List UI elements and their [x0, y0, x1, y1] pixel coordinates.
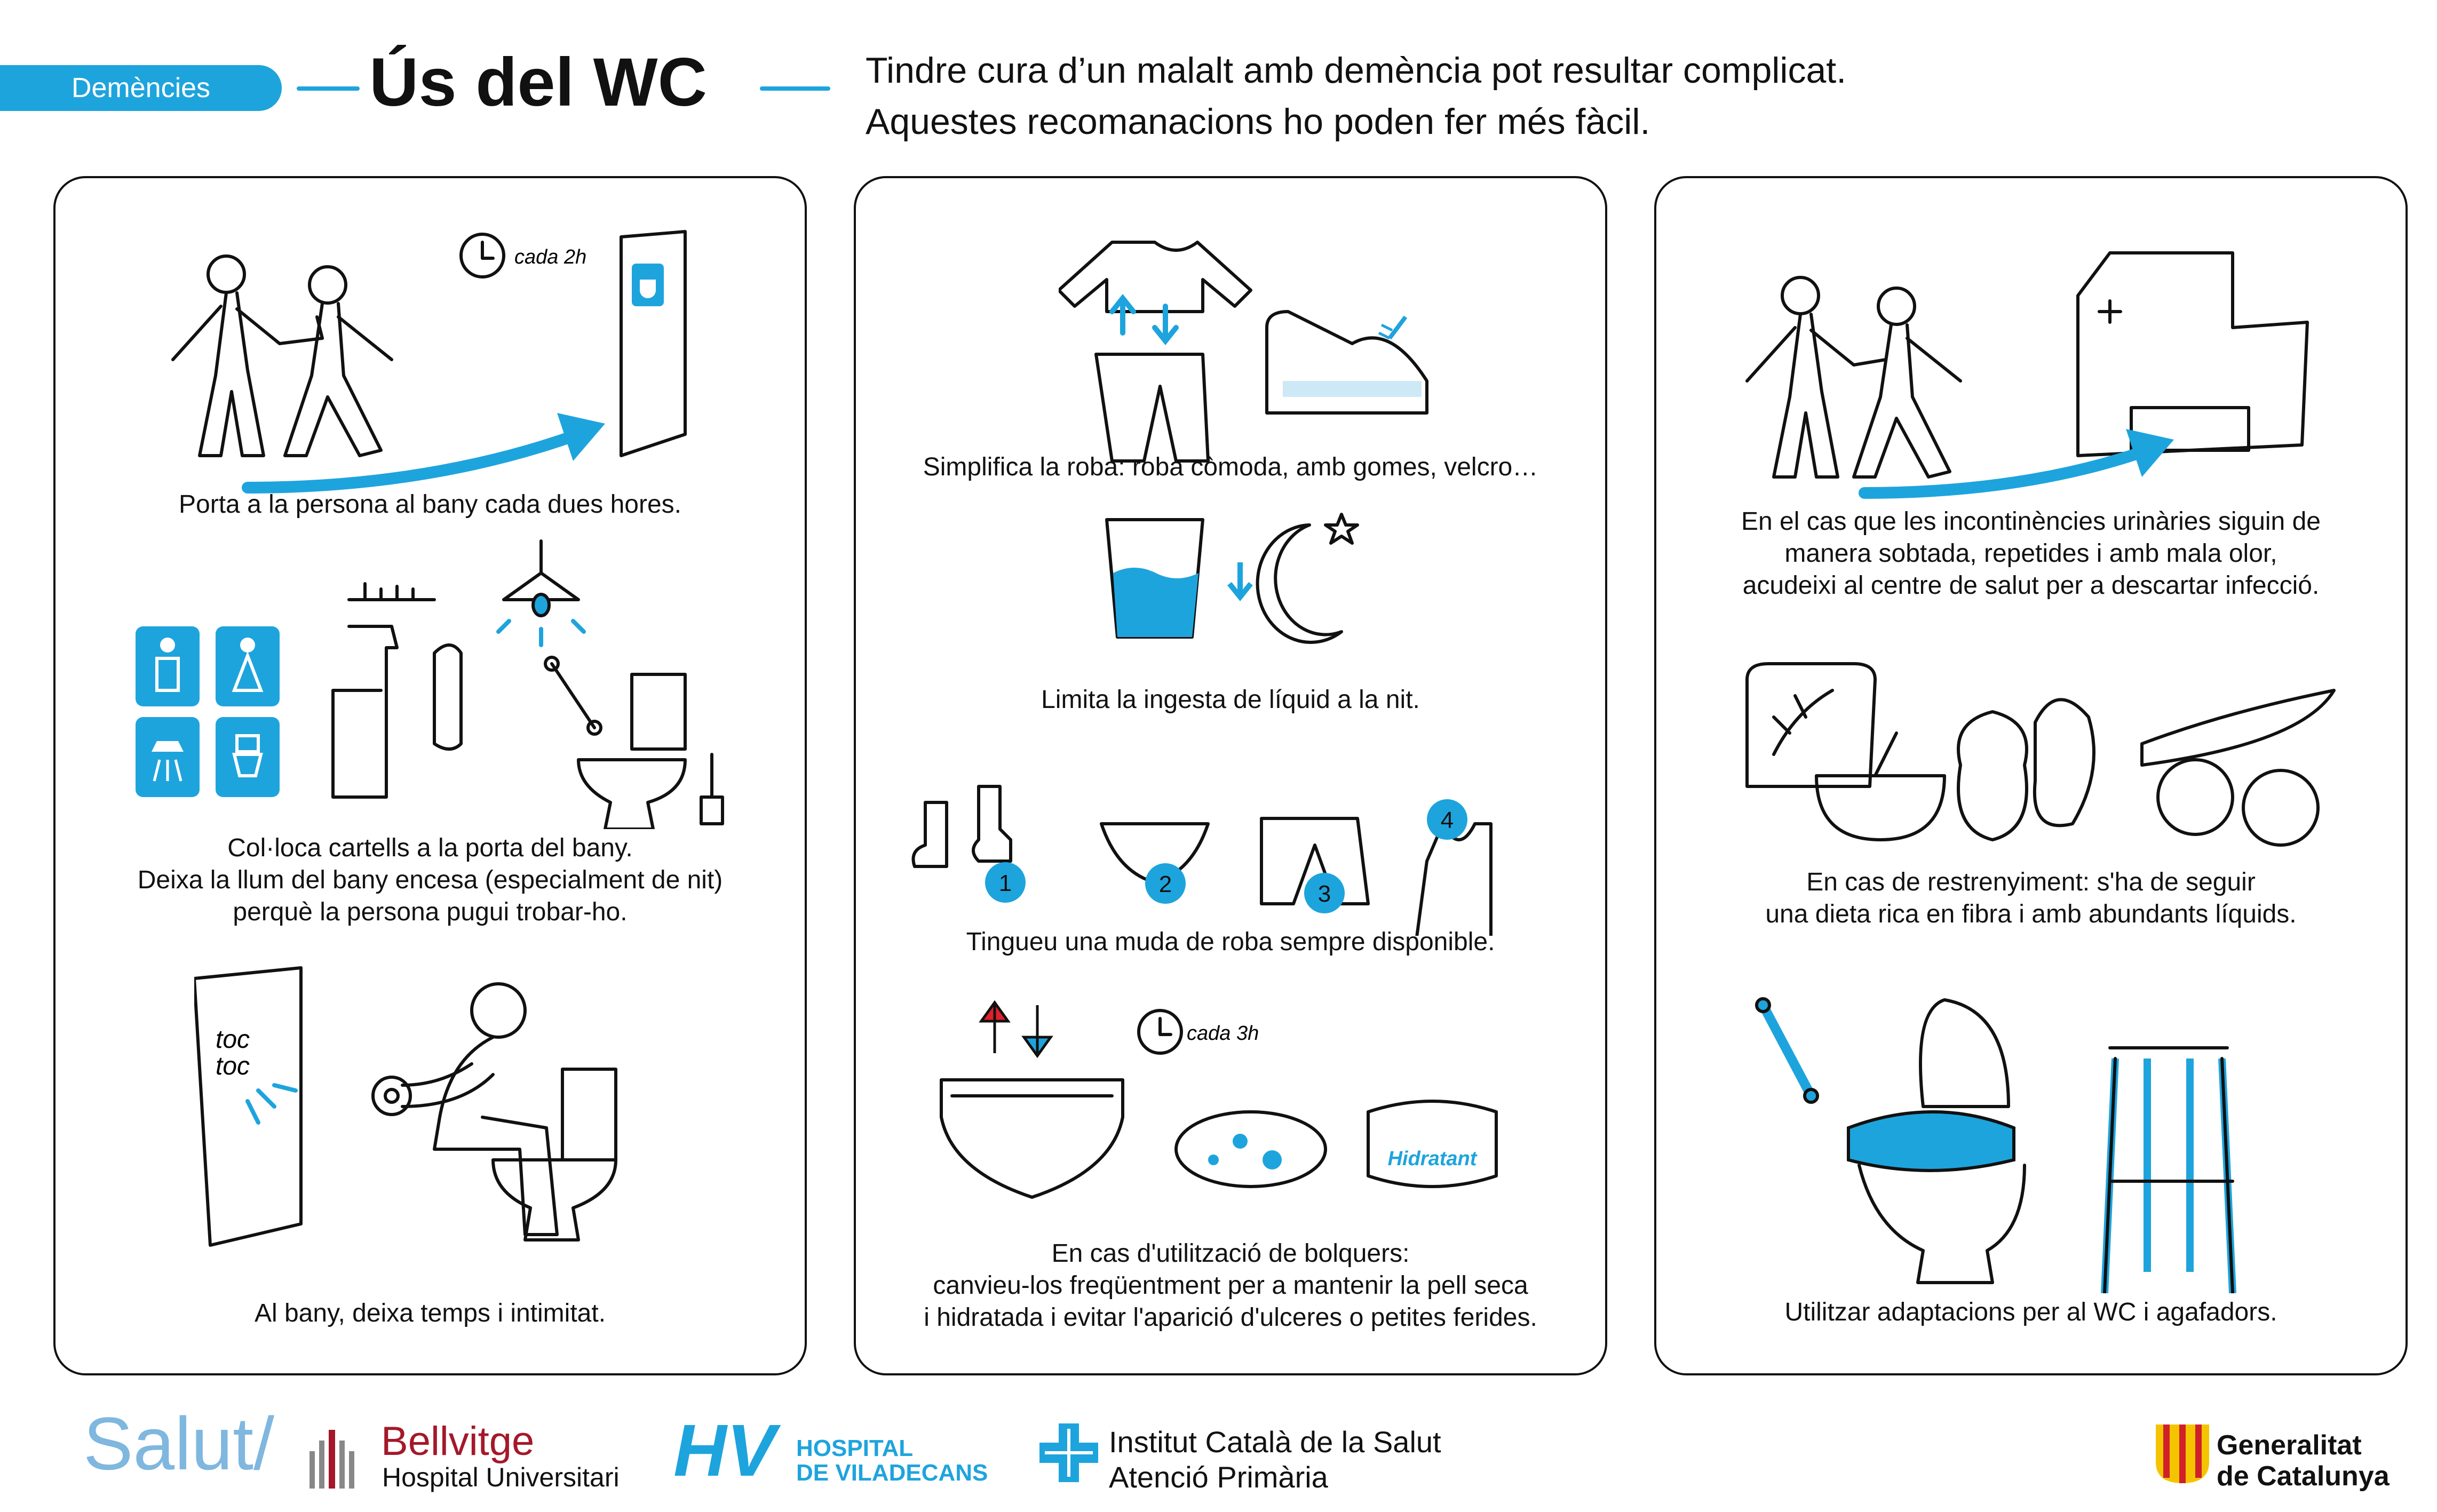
- title-dash-left: [297, 86, 360, 91]
- privacy-illustration: [194, 957, 701, 1256]
- step-badge-1: 1: [998, 870, 1012, 896]
- step-badge-3: 3: [1317, 881, 1331, 907]
- bathroom-signs-illustration: [136, 530, 749, 829]
- clock-label: cada 2h: [514, 246, 587, 268]
- generalitat-line-2: de Catalunya: [2217, 1461, 2390, 1492]
- caption-adaptations: Utilitzar adaptacions per al WC i agafadors.: [1784, 1298, 2277, 1326]
- ics-cross-icon: [1039, 1423, 1098, 1482]
- caption-incontinence-line-2: manera sobtada, repetides i amb mala olor,: [1784, 539, 2277, 568]
- caption-incontinence-line-3: acudeixi al centre de salut per a descartar infecció.: [1742, 571, 2320, 600]
- page-title: Ús del WC: [369, 44, 707, 121]
- caption-diapers-line-2: canvieu-los freqüentment per a mantenir la pell seca: [933, 1271, 1528, 1300]
- panel-health-advice: [1654, 176, 2408, 1375]
- jar-label: Hidratant: [1387, 1148, 1477, 1170]
- ics-line-2: Atenció Primària: [1109, 1460, 1328, 1494]
- caption-signs-and-light: [55, 832, 805, 928]
- caption-bathroom-every-two-hours: Porta a la persona al bany cada dues hores.: [179, 490, 681, 519]
- caption-diapers: [856, 1238, 1605, 1334]
- ics-line-1: Institut Català de la Salut: [1109, 1425, 1441, 1459]
- caption-change-of-clothes: Tingueu una muda de roba sempre disponible.: [966, 928, 1495, 956]
- viladecans-name: [796, 1436, 988, 1485]
- caption-privacy: Al bany, deixa temps i intimitat.: [254, 1299, 606, 1327]
- walking-to-bathroom-illustration: [152, 200, 739, 498]
- caption-incontinence: [1656, 506, 2406, 602]
- intro-line-2: Aquestes recomanacions ho poden fer més fàcil.: [866, 101, 1650, 142]
- viladecans-line-2: DE VILADECANS: [796, 1460, 988, 1486]
- change-of-clothes-illustration: [909, 765, 1550, 936]
- bellvitge-subtitle: Hospital Universitari: [382, 1462, 620, 1492]
- caption-constipation-line-1: En cas de restrenyiment: s'ha de seguir: [1806, 868, 2256, 896]
- step-badge-2: 2: [1158, 871, 1172, 897]
- ics-name: [1109, 1425, 1441, 1495]
- panel-toilet-routine: [53, 176, 807, 1375]
- caption-signs-line-2: Deixa la llum del bany encesa (especialment de nit): [137, 866, 723, 894]
- door-knock-text-1: toc: [216, 1025, 250, 1054]
- simple-clothes-illustration: [1059, 232, 1432, 466]
- door-knock-text-2: toc: [216, 1052, 250, 1080]
- bellvitge-bars-icon: [309, 1430, 368, 1489]
- caption-simplify-clothes: Simplifica la roba: roba còmoda, amb gomes, velcro…: [923, 453, 1538, 481]
- generalitat-emblem-icon: [2156, 1425, 2209, 1483]
- caption-constipation: [1656, 866, 2406, 930]
- viladecans-hv-mark: HV: [673, 1410, 776, 1492]
- generalitat-line-1: Generalitat: [2217, 1430, 2362, 1461]
- step-badge-4: 4: [1440, 807, 1454, 833]
- bellvitge-name: Bellvitge: [381, 1419, 535, 1464]
- generalitat-name: [2217, 1430, 2390, 1492]
- viladecans-line-1: HOSPITAL: [796, 1435, 914, 1461]
- caption-limit-liquid: Limita la ingesta de líquid a la nit.: [1041, 686, 1420, 714]
- limit-liquid-illustration: [1101, 509, 1368, 658]
- salut-logo: Salut/: [83, 1402, 274, 1485]
- intro-line-1: Tindre cura d’un malalt amb demència pot resultar complicat.: [866, 50, 1847, 91]
- caption-incontinence-line-1: En el cas que les incontinències urinàries siguin de: [1741, 507, 2321, 536]
- caption-signs-line-1: Col·loca cartells a la porta del bany.: [227, 834, 633, 862]
- caption-signs-line-3: perquè la persona pugui trobar-ho.: [233, 898, 628, 926]
- diaper-care-illustration: [931, 989, 1571, 1213]
- category-tag: Demències: [0, 65, 282, 111]
- diaper-clock-label: cada 3h: [1187, 1022, 1259, 1045]
- caption-diapers-line-3: i hidratada i evitar l'aparició d'ulceres o petites ferides.: [924, 1303, 1537, 1332]
- panel-clothing-and-diapers: [854, 176, 1607, 1375]
- toilet-adaptations-illustration: [1752, 994, 2339, 1293]
- caption-diapers-line-1: En cas d'utilització de bolquers:: [1051, 1239, 1410, 1268]
- title-dash-right: [760, 86, 830, 91]
- health-centre-illustration: [1726, 221, 2366, 509]
- intro-text: [866, 45, 1846, 147]
- fibre-diet-illustration: [1736, 658, 2350, 850]
- caption-constipation-line-2: una dieta rica en fibra i amb abundants líquids.: [1765, 900, 2297, 928]
